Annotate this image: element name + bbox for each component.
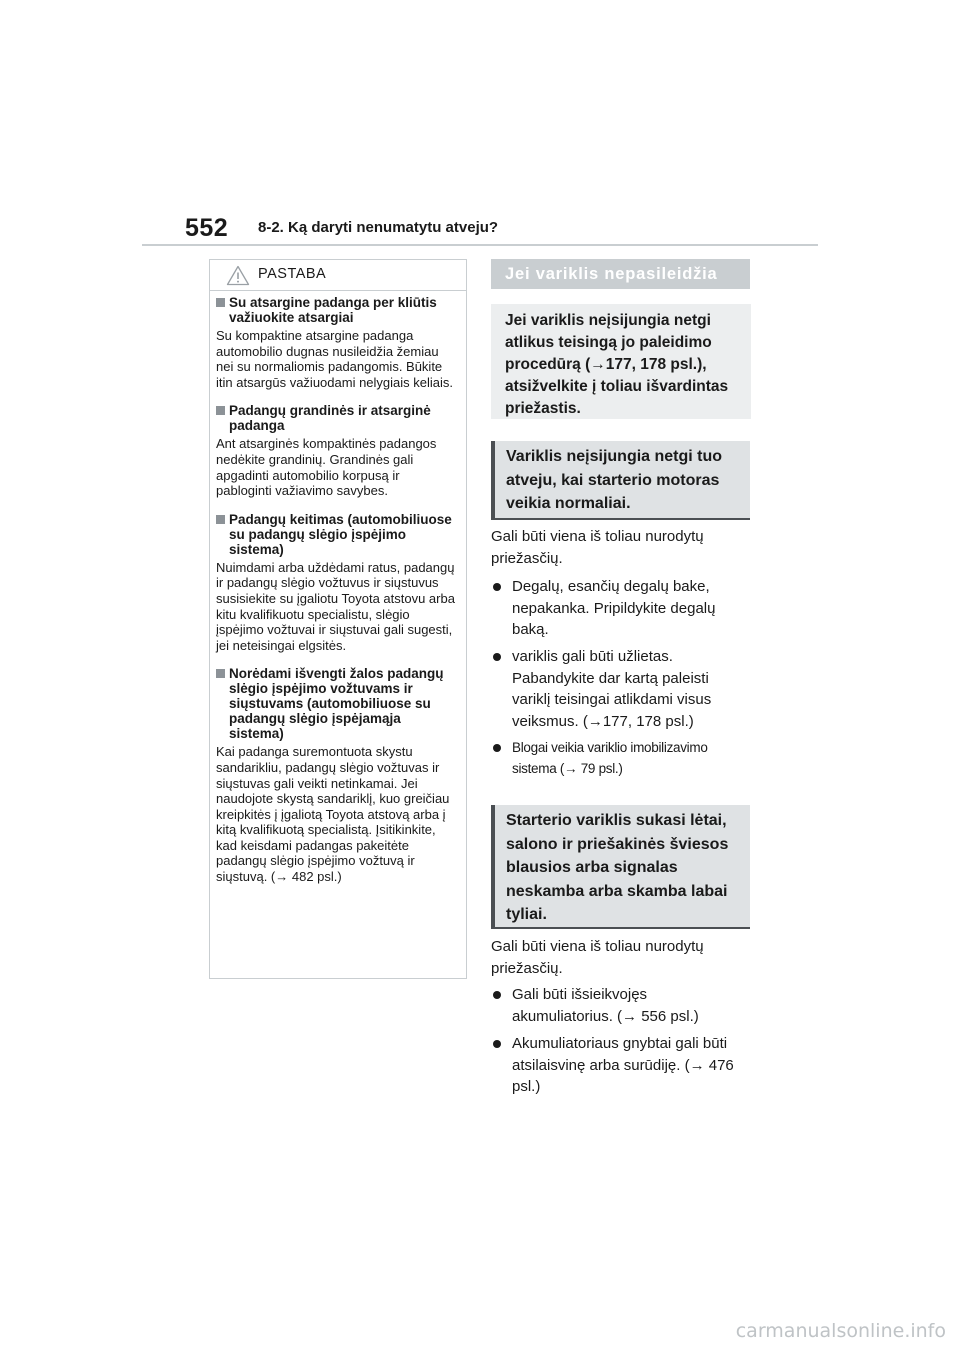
bullet-dot-icon: [493, 1040, 501, 1048]
note-item-text: Ant atsarginės kompaktinės padangos nedėkite grandinių. Grandinės gali apgadinti automobilio korpusą ir pabloginti važiavimo savybes.: [216, 436, 437, 499]
square-bullet-icon: [216, 298, 225, 307]
note-item-title: Padangų grandinės ir atsarginė padanga: [229, 403, 431, 434]
list-item: Gali būti išsieikvojęs akumuliatorius. (→ 556 psl.): [491, 984, 751, 1027]
list-item: Akumuliatoriaus gnybtai gali būti atsilaisvinę arba surūdiję. (→ 476 psl.): [491, 1033, 751, 1098]
intro-box: Jei variklis neįsijungia netgi atlikus teisingą jo paleidimo procedūrą (→177, 178 psl.), atsižvelkite į toliau išvardintas priežastis.: [491, 304, 751, 419]
note-item-text: Nuimdami arba uždėdami ratus, padangų ir padangų slėgio vožtuvus ir siųstuvus susisiekite su įgaliotu Toyota atstovu arba kitu kvalifikuotu specialistu, slėgio įspėjimo vožtuvai ir siųstuvai gali sugesti, jei neteisingai elgsitės.: [216, 559, 455, 653]
note-item-text: Su kompaktine atsargine padanga automobilio dugnas nusileidžia žemiau nei su normaliomis padangomis. Būkite itin atsargūs važiuodami nelygiais keliais.: [216, 328, 454, 390]
page-header: [0, 0, 960, 250]
note-item-title: Padangų keitimas (automobiliuose su padangų slėgio įspėjimo sistema): [229, 511, 452, 557]
section-heading: Jei variklis nepasileidžia: [491, 259, 750, 289]
chapter-title: 8-2. Ką daryti nenumatytu atveju?: [258, 219, 499, 236]
subsection-heading: Variklis neįsijungia netgi tuo atveju, kai starterio motoras veikia normaliai.: [491, 441, 750, 520]
note-item: [216, 295, 458, 390]
note-item: [216, 403, 458, 498]
header-divider: [142, 244, 818, 246]
square-bullet-icon: [216, 406, 225, 415]
bullet-dot-icon: [493, 744, 501, 752]
bullet-dot-icon: [493, 583, 501, 591]
square-bullet-icon: [216, 669, 225, 678]
bullet-dot-icon: [493, 653, 501, 661]
note-label: PASTABA: [258, 266, 327, 282]
list-item: Degalų, esančių degalų bake, nepakanka. Pripildykite degalų baką.: [491, 576, 751, 641]
subsection-heading: Starterio variklis sukasi lėtai, salono ir priešakinės šviesos blausios arba signalas neskamba arba skamba labai tyliai.: [491, 805, 750, 929]
note-body: [210, 291, 466, 885]
note-box: [209, 259, 467, 979]
bullet-dot-icon: [493, 991, 501, 999]
square-bullet-icon: [216, 515, 225, 524]
list-item: variklis gali būti užlietas. Pabandykite dar kartą paleisti variklį teisingai atlikdami visus veiksmus. (→177, 178 psl.): [491, 646, 751, 732]
note-header: [210, 260, 466, 291]
note-item: [216, 512, 458, 654]
page-number: 552: [185, 214, 229, 242]
list-item: Blogai veikia variklio imobilizavimo sistema (→ 79 psl.): [491, 737, 751, 779]
note-item-text: Kai padanga suremontuota skystu sandarikliu, padangų slėgio vožtuvas ir siųstuvas gali veikti netinkamai. Jei naudojote skystą sandariklį, kuo greičiau kreipkitės į įgaliotą Toyota atstovą arba į kitą kvalifikuotą specialistą. Įsitikinkite, kad keisdami padangas pakeitėte padangų slėgio įspėjimo vožtuvą ir siųstuvą. (→ 482 psl.): [216, 744, 450, 885]
lead-paragraph: Gali būti viena iš toliau nurodytų priežasčių.: [491, 938, 704, 977]
watermark: carmanualsonline.info: [735, 1320, 946, 1342]
note-item: [216, 666, 458, 884]
warning-icon: [226, 265, 250, 286]
note-item-title: Norėdami išvengti žalos padangų slėgio įspėjimo vožtuvams ir siųstuvams (automobiliuose su padangų slėgio įspėjamąja sistema): [229, 666, 444, 742]
lead-paragraph: Gali būti viena iš toliau nurodytų priežasčių.: [491, 528, 704, 567]
note-item-title: Su atsargine padanga per kliūtis važiuokite atsargiai: [229, 295, 437, 325]
